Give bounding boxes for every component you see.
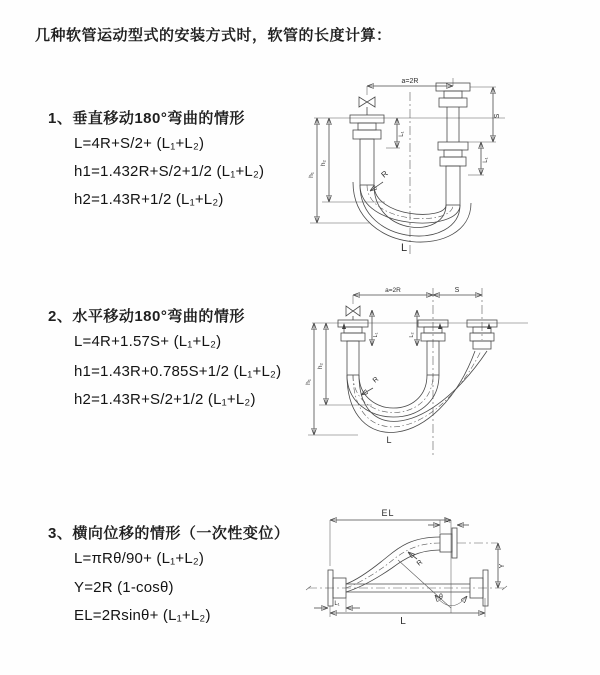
dim-label-r: R [415, 558, 425, 568]
case-2-formula-l: L=4R+1.57S+ (L₁+L₂) [74, 333, 222, 350]
hose-curves [346, 537, 470, 592]
dim-label-a2r: a=2R [385, 287, 401, 294]
diagram-lateral-displacement [300, 500, 600, 660]
dim-label-h1: h₁ [305, 379, 312, 385]
case-1-formula-h2: h2=1.43R+1/2 (L₁+L₂) [74, 191, 224, 208]
dim-label-l2: L₂ [409, 332, 415, 338]
case-2-heading: 2、水平移动180°弯曲的情形 [48, 308, 245, 325]
dim-label-l1: L₁ [334, 601, 340, 607]
dim-label-l1: L₁ [373, 332, 379, 338]
valve-icon [346, 306, 360, 320]
case-3-formula-l: L=πRθ/90+ (L₁+L₂) [74, 550, 205, 567]
dim-label-r: R [371, 375, 381, 385]
centerline [314, 92, 505, 256]
dim-label-l1-right: L₁ [483, 157, 489, 163]
case-1-heading: 1、垂直移动180°弯曲的情形 [48, 110, 245, 127]
dim-label-s: S [454, 287, 460, 294]
dim-label-l: L [400, 242, 408, 254]
case-1-formula-l: L=4R+S/2+ (L₁+L₂) [74, 135, 205, 152]
dim-label-s: S [494, 113, 501, 119]
dim-label-y: Y [499, 563, 506, 569]
dimensions [308, 78, 501, 254]
dim-label-a2r: a=2R [401, 78, 419, 85]
diagram-vertical-180-bend [300, 70, 600, 265]
diagram-horizontal-180-bend [300, 280, 600, 465]
hose-curves [347, 351, 487, 432]
dim-label-h2: h₂ [320, 159, 327, 167]
upper-flange [440, 528, 457, 558]
dim-label-l: L [400, 616, 406, 627]
case-3-heading: 3、横向位移的情形（一次性变位） [48, 525, 290, 542]
dim-label-h2: h₂ [317, 362, 324, 370]
dim-label-theta: θ [439, 594, 443, 601]
dim-label-l1-left: L₁ [399, 131, 405, 137]
valve-icon [359, 97, 375, 115]
hose-curves [353, 182, 471, 242]
case-2-formula-h1: h1=1.43R+0.785S+1/2 (L₁+L₂) [74, 363, 282, 380]
page-title: 几种软管运动型式的安装方式时，软管的长度计算： [35, 27, 392, 44]
centerline [306, 543, 507, 590]
dim-label-h1: h₁ [308, 172, 315, 178]
dimensions [314, 508, 506, 627]
case-3-formula-el: EL=2Rsinθ+ (L₁+L₂) [74, 607, 211, 624]
centerline [312, 288, 528, 456]
left-flange [350, 115, 384, 185]
dim-label-el: EL [381, 508, 395, 518]
case-3-formula-y: Y=2R (1-cosθ) [74, 579, 174, 596]
dim-label-l: L [386, 435, 392, 445]
dim-label-r: R [379, 168, 390, 180]
dim-label-l2: L₂ [445, 518, 451, 524]
right-flange [436, 83, 470, 205]
case-1-formula-h1: h1=1.432R+S/2+1/2 (L₁+L₂) [74, 163, 265, 180]
case-2-formula-h2: h2=1.43R+S/2+1/2 (L₁+L₂) [74, 391, 256, 408]
